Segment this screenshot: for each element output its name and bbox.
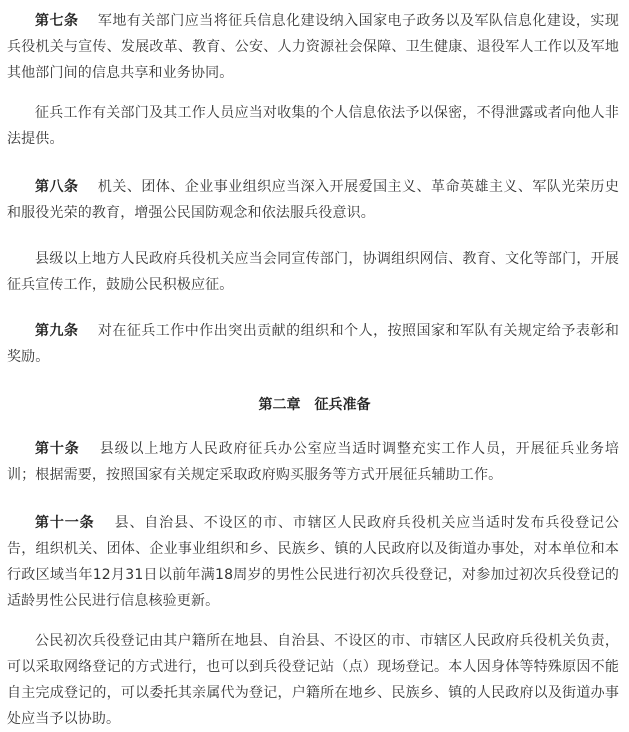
article-8-paragraph-2 — [7, 246, 619, 298]
article-text: 机关、团体、企业事业组织应当深入开展爱国主义、革命英雄主义、军队光荣历史和服役光荣的教育，增强公民国防观念和依法服兵役意识。 — [7, 179, 619, 221]
article-11-paragraph-2 — [7, 628, 619, 732]
article-number: 第九条 — [35, 323, 79, 339]
article-number: 第十一条 — [35, 515, 95, 531]
article-7-paragraph — [7, 8, 619, 86]
article-text: 县、自治县、不设区的市、市辖区人民政府兵役机关应当适时发布兵役登记公告，组织机关、团体、企业事业组织和乡、民族乡、镇的人民政府以及街道办事处，对本单位和本行政区域当年12月31日以前年满18周岁的男性公民进行初次兵役登记，对参加过初次兵役登记的适龄男性公民进行信息核验更新。 — [7, 515, 619, 609]
article-10-paragraph — [7, 436, 619, 488]
article-number: 第七条 — [35, 13, 79, 29]
article-text: 县级以上地方人民政府征兵办公室应当适时调整充实工作人员，开展征兵业务培训；根据需要，按照国家有关规定采取政府购买服务等方式开展征兵辅助工作。 — [7, 441, 619, 483]
article-text: 县级以上地方人民政府兵役机关应当会同宣传部门，协调组织网信、教育、文化等部门，开展征兵宣传工作，鼓励公民积极应征。 — [7, 251, 619, 293]
article-text: 征兵工作有关部门及其工作人员应当对收集的个人信息依法予以保密，不得泄露或者向他人非法提供。 — [7, 105, 619, 147]
article-8-paragraph — [7, 174, 619, 226]
article-text: 对在征兵工作中作出突出贡献的组织和个人，按照国家和军队有关规定给予表彰和奖励。 — [7, 323, 619, 365]
article-number: 第八条 — [35, 179, 79, 195]
article-text: 军地有关部门应当将征兵信息化建设纳入国家电子政务以及军队信息化建设，实现兵役机关与宣传、发展改革、教育、公安、人力资源社会保障、卫生健康、退役军人工作以及军地其他部门间的信息共享和业务协同。 — [7, 13, 619, 81]
article-7-paragraph-2 — [7, 100, 619, 152]
article-9-paragraph — [7, 318, 619, 370]
article-text: 公民初次兵役登记由其户籍所在地县、自治县、不设区的市、市辖区人民政府兵役机关负责，可以采取网络登记的方式进行，也可以到兵役登记站（点）现场登记。本人因身体等特殊原因不能自主完成登记的，可以委托其亲属代为登记，户籍所在地乡、民族乡、镇的人民政府以及街道办事处应当予以协助。 — [7, 633, 619, 727]
chapter-heading: 第二章 征兵准备 — [258, 397, 371, 413]
article-number: 第十条 — [35, 441, 80, 457]
article-11-paragraph — [7, 510, 619, 614]
